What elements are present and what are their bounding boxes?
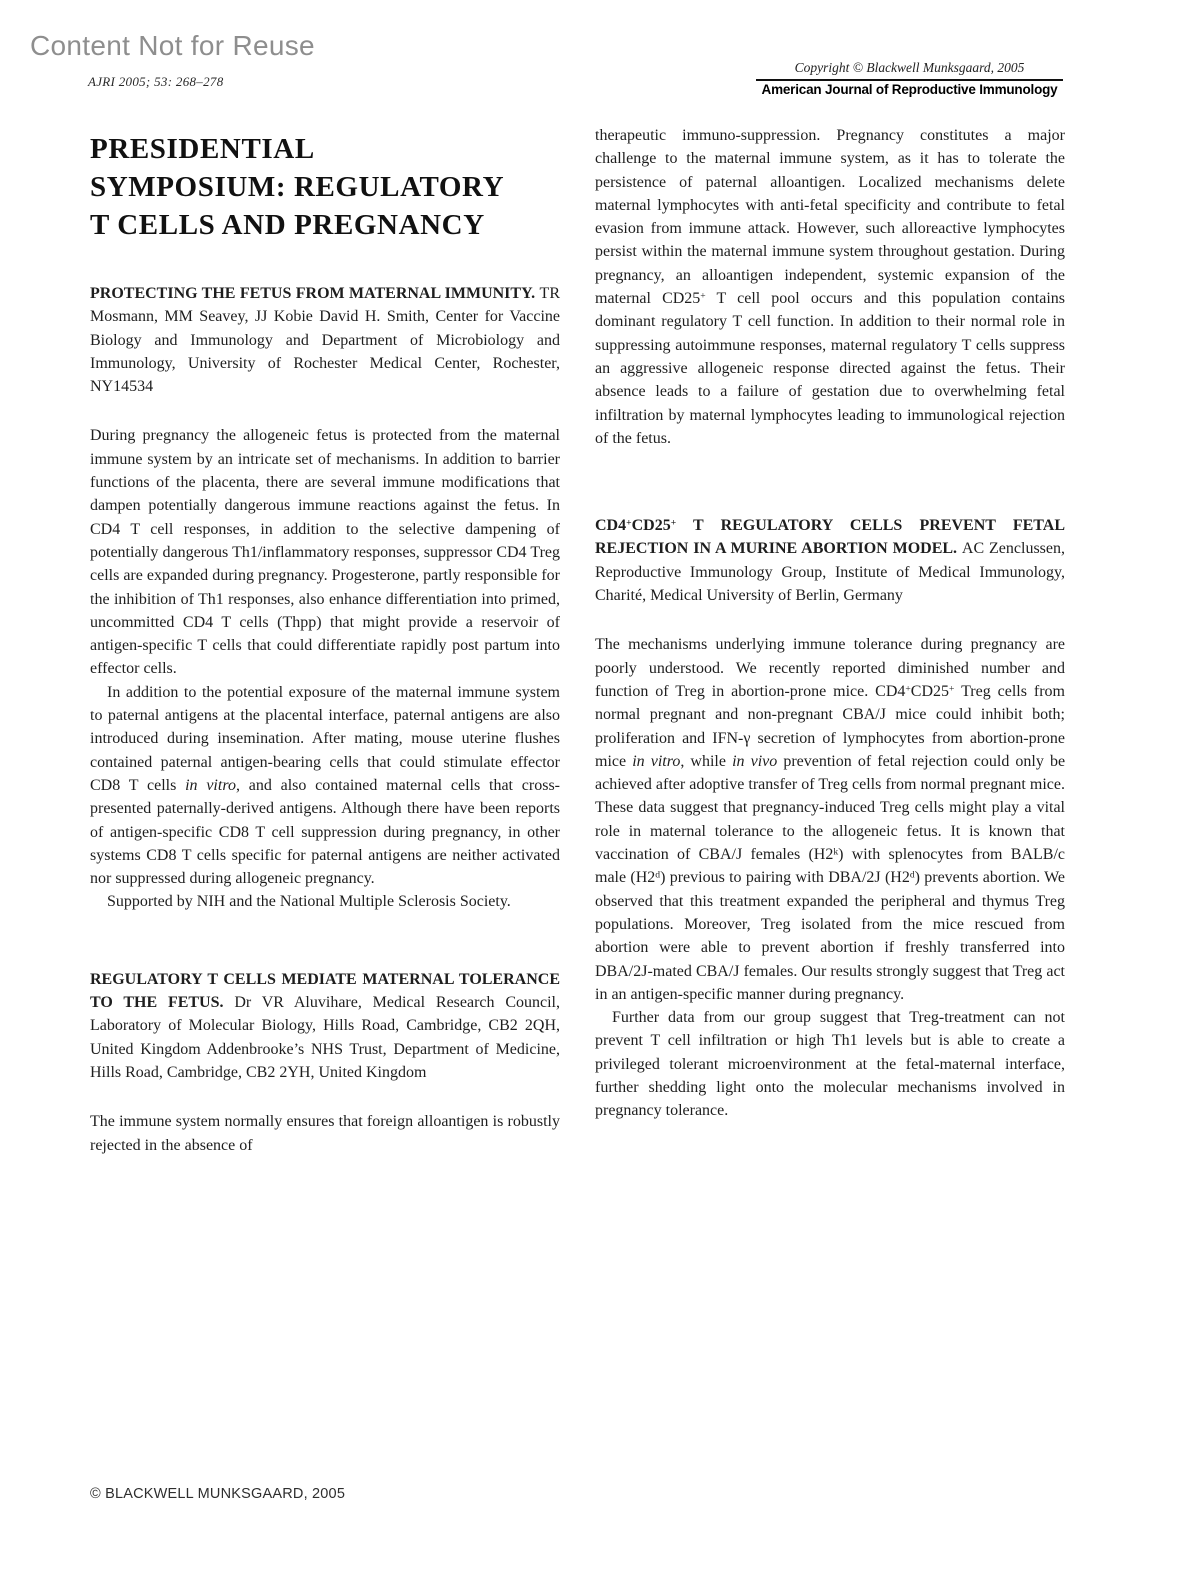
masthead-rule bbox=[756, 79, 1063, 81]
title-line-1: PRESIDENTIAL bbox=[90, 133, 315, 165]
paragraph: therapeutic immuno-suppression. Pregnancy constitutes a major challenge to the maternal immune system, as it has to tolerate the persistence of paternal alloantigen. Localized mechanisms delete maternal lymphocytes with anti-fetal specificity and contribute to fetal evasion from immune attack. However, such alloreactive lymphocytes persist within the maternal immune system throughout gestation. During pregnancy, an alloantigen independent, systemic expansion of the maternal CD25+ T cell pool occurs and this population contains dominant regulatory T cell function. In addition to their normal role in suppressing autoimmune responses, maternal regulatory T cells suppress an aggressive allogeneic response directed against the fetus. Their absence leads to a failure of gestation due to overwhelming fetal infiltration by maternal lymphocytes leading to immunological rejection of the fetus. bbox=[595, 127, 1065, 447]
journal-citation: AJRI 2005; 53: 268–278 bbox=[88, 74, 224, 89]
paragraph: The mechanisms underlying immune tolerance during pregnancy are poorly understood. We recently reported diminished number and function of Treg in abortion-prone mice. CD4+CD25+ Treg cells from normal pregnant and non-pregnant CBA/J mice could inhibit both; proliferation and IFN-γ secretion of lymphocytes from abortion-prone mice in vitro, while in vivo prevention of fetal rejection could only be achieved after adoptive transfer of Treg cells from normal pregnant mice. These data suggest that pregnancy-induced Treg cells might play a vital role in maternal tolerance to the allogeneic fetus. It is known that vaccination of CBA/J females (H2$^k$) with splenocytes from BALB/c male (H2$^d$) previous to pairing with DBA/2J (H2$^d$) prevents abortion. We observed that this treatment expanded the peripheral and thymus Treg populations. Moreover, Treg isolated from the mice rescued from abortion were able to prevent abortion if freshly transferred into DBA/2J-mated CBA/J females. Our results strongly suggest that Treg act in an antigen-specific manner during pregnancy. bbox=[595, 636, 1066, 1003]
paragraph: In addition to the potential exposure of the maternal immune system to paternal antigens at the placental interface, paternal antigens are also introduced during insemination. After mating, mouse uterine flushes contained paternal antigen-bearing cells that could stimulate effector CD8 T cells in vitro, and also contained maternal cells that cross-presented paternally-derived antigens. Although there have been reports of antigen-specific CD8 T cell suppression during pregnancy, in other systems CD8 T cells specific for paternal antigens are neither activated nor suppressed during allogeneic pregnancy. bbox=[90, 683, 560, 888]
paragraph: Further data from our group suggest that Treg-treatment can not prevent T cell infiltration or high Th1 levels but is able to create a privileged tolerant microenvironment at the fetal-maternal interface, further shedding light onto the molecular mechanisms involved in pregnancy tolerance. bbox=[595, 1009, 1065, 1120]
paragraph: Supported by NIH and the National Multiple Sclerosis Society. bbox=[107, 893, 511, 911]
abstract-heading: CD4+CD25+ T REGULATORY CELLS PREVENT FETAL REJECTION IN A MURINE ABORTION MODEL. AC Zenclussen, Reproductive Immunology Group, Institute of Medical Immunology, Charité, Medical University of Berlin, Germany bbox=[595, 517, 1065, 605]
page-title bbox=[90, 130, 580, 244]
journal-masthead bbox=[756, 60, 1063, 97]
column-right bbox=[595, 124, 1065, 1123]
publisher-footer: © BLACKWELL MUNKSGAARD, 2005 bbox=[90, 1486, 346, 1502]
abstract-heading: PROTECTING THE FETUS FROM MATERNAL IMMUNITY. TR Mosmann, MM Seavey, JJ Kobie David H. Smith, Center for Vaccine Biology and Immunology and Department of Microbiology and Immunology, University of Rochester Medical Center, Rochester, NY14534 bbox=[90, 285, 560, 396]
column-left bbox=[90, 282, 560, 1157]
paragraph: The immune system normally ensures that foreign alloantigen is robustly rejected in the absence of bbox=[90, 1113, 560, 1154]
title-line-2: SYMPOSIUM: REGULATORY bbox=[90, 171, 505, 203]
journal-name: American Journal of Reproductive Immunology bbox=[761, 82, 1058, 97]
copyright-line: Copyright © Blackwell Munksgaard, 2005 bbox=[794, 60, 1025, 75]
paragraph: During pregnancy the allogeneic fetus is protected from the maternal immune system by an intricate set of mechanisms. In addition to barrier functions of the placenta, there are several immune modifications that dampen potentially dangerous immune reactions against the fetus. In CD4 T cell responses, in addition to the selective dampening of potentially dangerous Th1/inflammatory responses, suppressor CD4 Treg cells are expanded during pregnancy. Progesterone, partly responsible for the inhibition of Th1 responses, also enhance differentiation into primed, uncommitted CD4 T cells (Thpp) that might provide a reservoir of antigen-specific T cells that could differentiate rapidly post partum into effector cells. bbox=[90, 427, 560, 678]
abstract-heading: REGULATORY T CELLS MEDIATE MATERNAL TOLERANCE TO THE FETUS. Dr VR Aluvihare, Medical Research Council, Laboratory of Molecular Biology, Hills Road, Cambridge, CB2 2QH, United Kingdom Addenbrooke’s NHS Trust, Department of Medicine, Hills Road, Cambridge, CB2 2YH, United Kingdom bbox=[90, 970, 560, 1081]
title-line-3: T CELLS AND PREGNANCY bbox=[90, 209, 485, 241]
watermark-text: Content Not for Reuse bbox=[30, 30, 315, 61]
